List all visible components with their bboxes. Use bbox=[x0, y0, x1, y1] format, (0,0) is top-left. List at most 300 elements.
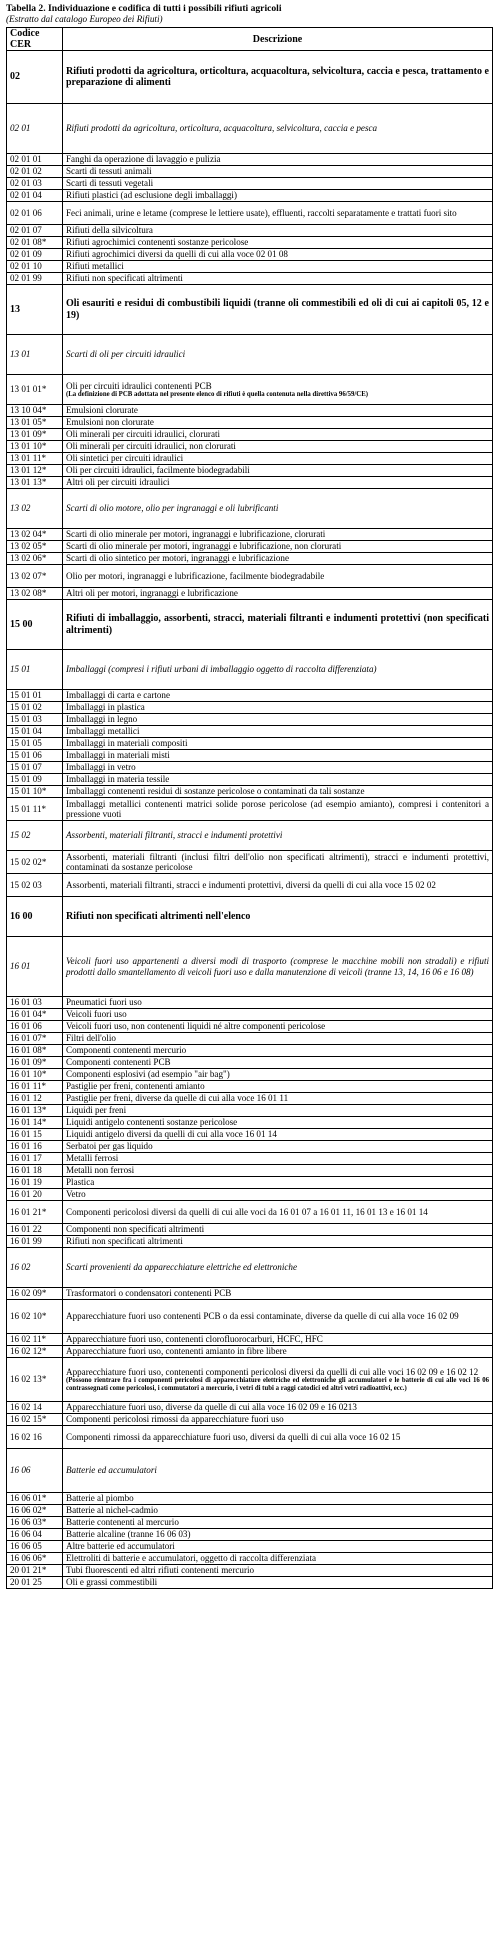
cer-code-cell: 02 01 02 bbox=[7, 166, 63, 178]
description-cell bbox=[63, 1414, 493, 1426]
cer-code-cell: 13 02 04* bbox=[7, 529, 63, 541]
cer-code-cell: 15 01 06 bbox=[7, 750, 63, 762]
description-text: Imballaggi in legno bbox=[66, 714, 138, 725]
description-text: Oli e grassi commestibili bbox=[66, 1577, 158, 1588]
cer-code-cell: 16 02 15* bbox=[7, 1414, 63, 1426]
table-row bbox=[7, 154, 493, 166]
description-text: Veicoli fuori uso bbox=[66, 1009, 127, 1020]
cer-code-cell: 13 02 08* bbox=[7, 588, 63, 600]
description-cell bbox=[63, 453, 493, 465]
cer-code-cell: 16 02 16 bbox=[7, 1426, 63, 1449]
table-row bbox=[7, 429, 493, 441]
waste-codes-table bbox=[6, 27, 493, 1589]
description-text: Oli minerali per circuiti idraulici, non clorurati bbox=[66, 441, 236, 452]
description-text: Feci animali, urine e letame (comprese le lettiere usate), effluenti, raccolti separatamente e trattati fuori sito bbox=[66, 207, 457, 218]
cer-code-cell: 15 02 bbox=[7, 821, 63, 851]
description-cell bbox=[63, 1224, 493, 1236]
cer-code-cell: 16 01 14* bbox=[7, 1117, 63, 1129]
description-text: Imballaggi (compresi i rifiuti urbani di imballaggio oggetto di raccolta differenziata) bbox=[66, 664, 377, 675]
description-text: Scarti provenienti da apparecchiature elettriche ed elettroniche bbox=[66, 1262, 297, 1273]
description-text: Metalli non ferrosi bbox=[66, 1165, 135, 1176]
section-row bbox=[7, 104, 493, 154]
cer-code-cell: 15 01 11* bbox=[7, 798, 63, 821]
cer-code-cell: 16 01 15 bbox=[7, 1129, 63, 1141]
description-text: Rifiuti agrochimici contenenti sostanze pericolose bbox=[66, 237, 249, 248]
description-cell bbox=[63, 104, 493, 154]
table-row bbox=[7, 1081, 493, 1093]
description-text: Rifiuti di imballaggio, assorbenti, stracci, materiali filtranti e indumenti protettivi (non specificati altrimenti) bbox=[66, 613, 489, 636]
description-text: Rifiuti non specificati altrimenti bbox=[66, 273, 183, 284]
description-text: Imballaggi in vetro bbox=[66, 762, 136, 773]
cer-code-cell: 16 02 bbox=[7, 1248, 63, 1288]
description-cell bbox=[63, 1177, 493, 1189]
description-cell bbox=[63, 489, 493, 529]
description-cell bbox=[63, 417, 493, 429]
column-header-code: Codice CER bbox=[7, 28, 63, 51]
table-row bbox=[7, 553, 493, 565]
table-row bbox=[7, 588, 493, 600]
description-text: Olio per motori, ingranaggi e lubrificazione, facilmente biodegradabile bbox=[66, 570, 325, 581]
description-cell bbox=[63, 1529, 493, 1541]
table-row bbox=[7, 1117, 493, 1129]
description-cell bbox=[63, 166, 493, 178]
description-text: Apparecchiature fuori uso, contenenti amianto in fibre libere bbox=[66, 1346, 287, 1357]
table-row bbox=[7, 1577, 493, 1589]
column-header-description: Descrizione bbox=[63, 28, 493, 51]
cer-code-cell: 16 02 12* bbox=[7, 1346, 63, 1358]
cer-code-cell: 13 01 12* bbox=[7, 465, 63, 477]
table-row bbox=[7, 1565, 493, 1577]
cer-code-cell: 15 01 10* bbox=[7, 786, 63, 798]
table-row bbox=[7, 1165, 493, 1177]
description-cell bbox=[63, 1334, 493, 1346]
description-cell bbox=[63, 249, 493, 261]
table-row bbox=[7, 774, 493, 786]
cer-code-cell: 13 01 11* bbox=[7, 453, 63, 465]
description-text: Imballaggi di carta e cartone bbox=[66, 690, 171, 701]
description-note: (La definizione di PCB adottata nel presente elenco di rifiuti è quella contenuta nella direttiva 96/59/CE) bbox=[66, 391, 369, 398]
description-cell bbox=[63, 1201, 493, 1224]
cer-code-cell: 13 02 05* bbox=[7, 541, 63, 553]
table-row bbox=[7, 1224, 493, 1236]
cer-code-cell: 13 01 13* bbox=[7, 477, 63, 489]
table-row bbox=[7, 1105, 493, 1117]
description-text: Assorbenti, materiali filtranti, stracci e indumenti protettivi bbox=[66, 830, 283, 841]
description-cell bbox=[63, 702, 493, 714]
description-text: Rifiuti della silvicoltura bbox=[66, 225, 153, 236]
description-cell bbox=[63, 1117, 493, 1129]
description-text: Imballaggi in materiali misti bbox=[66, 750, 170, 761]
section-row bbox=[7, 335, 493, 375]
description-note: (Possono rientrare fra i componenti pericolosi di apparecchiature elettriche ed elettroniche gli accumulatori e le batterie di cui alle voci 16 06 contrassegnati come pericolosi, i commutatori a mercurio, i vetri di tubi a raggi catodici ed altri vetri radioattivi, ecc.) bbox=[66, 1377, 489, 1392]
cer-code-cell: 16 06 04 bbox=[7, 1529, 63, 1541]
cer-code-cell: 16 01 99 bbox=[7, 1236, 63, 1248]
description-cell bbox=[63, 553, 493, 565]
table-row bbox=[7, 1189, 493, 1201]
cer-code-cell: 02 01 09 bbox=[7, 249, 63, 261]
cer-code-cell: 16 06 05 bbox=[7, 1541, 63, 1553]
table-row bbox=[7, 798, 493, 821]
description-text: Scarti di olio minerale per motori, ingranaggi e lubrificazione, non clorurati bbox=[66, 541, 342, 552]
description-cell bbox=[63, 738, 493, 750]
description-cell bbox=[63, 762, 493, 774]
description-cell bbox=[63, 1236, 493, 1248]
cer-code-cell: 16 00 bbox=[7, 897, 63, 937]
description-text: Altri oli per circuiti idraulici bbox=[66, 477, 170, 488]
description-cell bbox=[63, 1057, 493, 1069]
section-row bbox=[7, 489, 493, 529]
cer-code-cell: 02 01 07 bbox=[7, 225, 63, 237]
description-cell bbox=[63, 335, 493, 375]
description-text: Elettroliti di batterie e accumulatori, oggetto di raccolta differenziata bbox=[66, 1553, 317, 1564]
table-row bbox=[7, 1346, 493, 1358]
description-cell bbox=[63, 1129, 493, 1141]
header-row bbox=[7, 28, 493, 51]
table-row bbox=[7, 1529, 493, 1541]
description-text: Emulsioni clorurate bbox=[66, 405, 138, 416]
description-text: Apparecchiature fuori uso, contenenti componenti pericolosi diversi da quelli di cui alle voci 16 02 09 e 16 02 12 bbox=[66, 1366, 479, 1377]
cer-code-cell: 16 01 20 bbox=[7, 1189, 63, 1201]
cer-code-cell: 13 01 bbox=[7, 335, 63, 375]
description-text: Pneumatici fuori uso bbox=[66, 997, 142, 1008]
table-row bbox=[7, 750, 493, 762]
description-text: Batterie al nichel-cadmio bbox=[66, 1505, 158, 1516]
table-row bbox=[7, 273, 493, 285]
description-text: Imballaggi in materia tessile bbox=[66, 774, 170, 785]
table-row bbox=[7, 851, 493, 874]
cer-code-cell: 20 01 25 bbox=[7, 1577, 63, 1589]
description-cell bbox=[63, 1248, 493, 1288]
table-row bbox=[7, 1141, 493, 1153]
description-text: Liquidi antigelo contenenti sostanze pericolose bbox=[66, 1117, 238, 1128]
description-cell bbox=[63, 1093, 493, 1105]
table-row bbox=[7, 762, 493, 774]
description-cell bbox=[63, 1021, 493, 1033]
table-row bbox=[7, 1033, 493, 1045]
description-cell bbox=[63, 874, 493, 897]
table-row bbox=[7, 1553, 493, 1565]
cer-code-cell: 16 02 10* bbox=[7, 1300, 63, 1334]
description-text: Componenti rimossi da apparecchiature fuori uso, diversi da quelli di cui alla voce 16 02 15 bbox=[66, 1431, 401, 1442]
cer-code-cell: 15 02 03 bbox=[7, 874, 63, 897]
cer-code-cell: 20 01 21* bbox=[7, 1565, 63, 1577]
description-cell bbox=[63, 786, 493, 798]
description-text: Componenti pericolosi diversi da quelli di cui alle voci da 16 01 07 a 16 01 11, 16 01 13 e 16 01 14 bbox=[66, 1206, 428, 1217]
description-cell bbox=[63, 1105, 493, 1117]
description-text: Scarti di olio sintetico per motori, ingranaggi e lubrificazione bbox=[66, 553, 289, 564]
cer-code-cell: 16 01 18 bbox=[7, 1165, 63, 1177]
table-row bbox=[7, 690, 493, 702]
description-text: Scarti di olio motore, olio per ingranaggi e oli lubrificanti bbox=[66, 503, 279, 514]
description-cell bbox=[63, 541, 493, 553]
description-cell bbox=[63, 1577, 493, 1589]
cer-code-cell: 13 02 06* bbox=[7, 553, 63, 565]
description-text: Rifiuti non specificati altrimenti bbox=[66, 1236, 183, 1247]
cer-code-cell: 16 01 19 bbox=[7, 1177, 63, 1189]
description-cell bbox=[63, 1402, 493, 1414]
description-text: Rifiuti prodotti da agricoltura, orticoltura, acquacoltura, selvicoltura, caccia e pesca bbox=[66, 123, 378, 134]
cer-code-cell: 16 01 09* bbox=[7, 1057, 63, 1069]
description-text: Imballaggi metallici contenenti matrici solide porose pericolose (ad esempio amianto), compresi i contenitori a pressione vuoti bbox=[66, 798, 489, 819]
cer-code-cell: 13 bbox=[7, 285, 63, 335]
cer-code-cell: 02 bbox=[7, 51, 63, 104]
description-cell bbox=[63, 1189, 493, 1201]
cer-code-cell: 02 01 99 bbox=[7, 273, 63, 285]
description-cell bbox=[63, 1553, 493, 1565]
cer-code-cell: 16 02 14 bbox=[7, 1402, 63, 1414]
cer-code-cell: 13 01 09* bbox=[7, 429, 63, 441]
table-row bbox=[7, 202, 493, 225]
description-text: Assorbenti, materiali filtranti (inclusi filtri dell'olio non specificati altrimenti), stracci e indumenti protettivi, contaminati da sostanze pericolose bbox=[66, 851, 489, 872]
description-text: Componenti esplosivi (ad esempio "air bag") bbox=[66, 1069, 230, 1080]
description-cell bbox=[63, 1493, 493, 1505]
description-cell bbox=[63, 1449, 493, 1493]
description-cell bbox=[63, 997, 493, 1009]
chapter-row bbox=[7, 600, 493, 650]
cer-code-cell: 16 01 bbox=[7, 937, 63, 997]
description-text: Apparecchiature fuori uso, contenenti clorofluorocarburi, HCFC, HFC bbox=[66, 1334, 323, 1345]
description-cell bbox=[63, 821, 493, 851]
description-text: Scarti di oli per circuiti idraulici bbox=[66, 349, 186, 360]
description-cell bbox=[63, 441, 493, 453]
description-text: Rifiuti agrochimici diversi da quelli di cui alla voce 02 01 08 bbox=[66, 249, 288, 260]
cer-code-cell: 15 00 bbox=[7, 600, 63, 650]
section-row bbox=[7, 1248, 493, 1288]
description-cell bbox=[63, 375, 493, 405]
description-cell bbox=[63, 798, 493, 821]
description-text: Imballaggi in plastica bbox=[66, 702, 145, 713]
table-row bbox=[7, 1069, 493, 1081]
description-text: Componenti contenenti PCB bbox=[66, 1057, 171, 1068]
cer-code-cell: 02 01 03 bbox=[7, 178, 63, 190]
section-row bbox=[7, 937, 493, 997]
description-text: Apparecchiature fuori uso, diverse da quelle di cui alla voce 16 02 09 e 16 0213 bbox=[66, 1402, 357, 1413]
description-cell bbox=[63, 1033, 493, 1045]
table-row bbox=[7, 441, 493, 453]
table-row bbox=[7, 1009, 493, 1021]
description-cell bbox=[63, 465, 493, 477]
description-cell bbox=[63, 1045, 493, 1057]
cer-code-cell: 15 01 04 bbox=[7, 726, 63, 738]
cer-code-cell: 13 01 10* bbox=[7, 441, 63, 453]
section-row bbox=[7, 650, 493, 690]
description-text: Fanghi da operazione di lavaggio e pulizia bbox=[66, 154, 221, 165]
description-text: Rifiuti prodotti da agricoltura, orticoltura, acquacoltura, selvicoltura, caccia e pesca, trattamento e preparazione di alimenti bbox=[66, 65, 489, 88]
cer-code-cell: 16 01 12 bbox=[7, 1093, 63, 1105]
description-cell bbox=[63, 237, 493, 249]
table-row bbox=[7, 1129, 493, 1141]
description-text: Pastiglie per freni, contenenti amianto bbox=[66, 1081, 205, 1092]
description-text: Batterie al piombo bbox=[66, 1493, 134, 1504]
cer-code-cell: 16 01 17 bbox=[7, 1153, 63, 1165]
table-row bbox=[7, 1057, 493, 1069]
description-text: Oli minerali per circuiti idraulici, clorurati bbox=[66, 429, 221, 440]
table-row bbox=[7, 1505, 493, 1517]
table-row bbox=[7, 786, 493, 798]
table-row bbox=[7, 1045, 493, 1057]
table-row bbox=[7, 541, 493, 553]
description-cell bbox=[63, 429, 493, 441]
cer-code-cell: 15 01 03 bbox=[7, 714, 63, 726]
description-cell bbox=[63, 154, 493, 166]
table-row bbox=[7, 1402, 493, 1414]
table-row bbox=[7, 1021, 493, 1033]
table-row bbox=[7, 1334, 493, 1346]
table-row bbox=[7, 178, 493, 190]
description-cell bbox=[63, 1153, 493, 1165]
cer-code-cell: 16 01 21* bbox=[7, 1201, 63, 1224]
cer-code-cell: 15 01 02 bbox=[7, 702, 63, 714]
table-row bbox=[7, 1300, 493, 1334]
table-row bbox=[7, 465, 493, 477]
description-text: Scarti di olio minerale per motori, ingranaggi e lubrificazione, clorurati bbox=[66, 529, 326, 540]
cer-code-cell: 16 01 06 bbox=[7, 1021, 63, 1033]
description-text: Assorbenti, materiali filtranti, stracci e indumenti protettivi, diversi da quelli di cui alla voce 15 02 02 bbox=[66, 879, 436, 890]
description-text: Scarti di tessuti animali bbox=[66, 166, 152, 177]
description-cell bbox=[63, 897, 493, 937]
cer-code-cell: 16 01 22 bbox=[7, 1224, 63, 1236]
cer-code-cell: 13 02 bbox=[7, 489, 63, 529]
table-row bbox=[7, 225, 493, 237]
chapter-row bbox=[7, 897, 493, 937]
table-row bbox=[7, 1358, 493, 1402]
cer-code-cell: 13 01 05* bbox=[7, 417, 63, 429]
description-cell bbox=[63, 1300, 493, 1334]
description-cell bbox=[63, 937, 493, 997]
description-text: Batterie ed accumulatori bbox=[66, 1465, 157, 1476]
cer-code-cell: 16 06 06* bbox=[7, 1553, 63, 1565]
description-text: Rifiuti non specificati altrimenti nell'elenco bbox=[66, 910, 251, 922]
table-row bbox=[7, 702, 493, 714]
table-row bbox=[7, 261, 493, 273]
chapter-row bbox=[7, 51, 493, 104]
description-cell bbox=[63, 202, 493, 225]
cer-code-cell: 15 01 07 bbox=[7, 762, 63, 774]
table-row bbox=[7, 417, 493, 429]
description-text: Imballaggi metallici bbox=[66, 726, 140, 737]
table-row bbox=[7, 565, 493, 588]
table-row bbox=[7, 714, 493, 726]
description-text: Serbatoi per gas liquido bbox=[66, 1141, 153, 1152]
section-row bbox=[7, 1449, 493, 1493]
description-text: Filtri dell'olio bbox=[66, 1033, 116, 1044]
description-cell bbox=[63, 1141, 493, 1153]
table-row bbox=[7, 997, 493, 1009]
table-row bbox=[7, 1426, 493, 1449]
cer-code-cell: 16 06 01* bbox=[7, 1493, 63, 1505]
description-text: Liquidi antigelo diversi da quelli di cui alla voce 16 01 14 bbox=[66, 1129, 277, 1140]
cer-code-cell: 02 01 08* bbox=[7, 237, 63, 249]
description-cell bbox=[63, 1358, 493, 1402]
description-text: Pastiglie per freni, diverse da quelle di cui alla voce 16 01 11 bbox=[66, 1093, 289, 1104]
description-cell bbox=[63, 190, 493, 202]
description-text: Trasformatori o condensatori contenenti PCB bbox=[66, 1288, 232, 1299]
table-row bbox=[7, 1414, 493, 1426]
table-subtitle: (Estratto dal catalogo Europeo dei Rifiuti) bbox=[6, 14, 163, 24]
description-cell bbox=[63, 1426, 493, 1449]
cer-code-cell: 15 02 02* bbox=[7, 851, 63, 874]
description-cell bbox=[63, 650, 493, 690]
table-row bbox=[7, 375, 493, 405]
cer-code-cell: 02 01 04 bbox=[7, 190, 63, 202]
description-text: Metalli ferrosi bbox=[66, 1153, 119, 1164]
cer-code-cell: 16 01 10* bbox=[7, 1069, 63, 1081]
description-cell bbox=[63, 529, 493, 541]
description-cell bbox=[63, 261, 493, 273]
description-text: Plastica bbox=[66, 1177, 95, 1188]
description-cell bbox=[63, 477, 493, 489]
table-row bbox=[7, 477, 493, 489]
description-cell bbox=[63, 600, 493, 650]
cer-code-cell: 13 10 04* bbox=[7, 405, 63, 417]
cer-code-cell: 16 01 16 bbox=[7, 1141, 63, 1153]
table-row bbox=[7, 405, 493, 417]
description-text: Oli esauriti e residui di combustibili liquidi (tranne oli commestibili ed oli di cui ai capitoli 05, 12 e 19) bbox=[66, 298, 489, 321]
description-cell bbox=[63, 178, 493, 190]
description-text: Scarti di tessuti vegetali bbox=[66, 178, 154, 189]
table-row bbox=[7, 1177, 493, 1189]
cer-code-cell: 15 01 01 bbox=[7, 690, 63, 702]
cer-code-cell: 02 01 10 bbox=[7, 261, 63, 273]
cer-code-cell: 13 01 01* bbox=[7, 375, 63, 405]
cer-code-cell: 16 01 13* bbox=[7, 1105, 63, 1117]
description-text: Batterie alcaline (tranne 16 06 03) bbox=[66, 1529, 191, 1540]
description-text: Emulsioni non clorurate bbox=[66, 417, 154, 428]
description-cell bbox=[63, 714, 493, 726]
table-row bbox=[7, 166, 493, 178]
description-cell bbox=[63, 690, 493, 702]
description-cell bbox=[63, 1346, 493, 1358]
cer-code-cell: 02 01 bbox=[7, 104, 63, 154]
cer-code-cell: 13 02 07* bbox=[7, 565, 63, 588]
description-cell bbox=[63, 851, 493, 874]
chapter-row bbox=[7, 285, 493, 335]
description-text: Oli per circuiti idraulici, facilmente biodegradabili bbox=[66, 465, 250, 476]
cer-code-cell: 16 02 09* bbox=[7, 1288, 63, 1300]
table-row bbox=[7, 190, 493, 202]
description-cell bbox=[63, 726, 493, 738]
cer-code-cell: 16 06 bbox=[7, 1449, 63, 1493]
section-row bbox=[7, 821, 493, 851]
description-cell bbox=[63, 51, 493, 104]
table-row bbox=[7, 1201, 493, 1224]
description-cell bbox=[63, 774, 493, 786]
description-cell bbox=[63, 565, 493, 588]
description-cell bbox=[63, 1165, 493, 1177]
cer-code-cell: 16 02 11* bbox=[7, 1334, 63, 1346]
description-text: Altre batterie ed accumulatori bbox=[66, 1541, 175, 1552]
description-text: Componenti non specificati altrimenti bbox=[66, 1224, 205, 1235]
description-text: Componenti contenenti mercurio bbox=[66, 1045, 187, 1056]
table-row bbox=[7, 726, 493, 738]
description-cell bbox=[63, 405, 493, 417]
table-row bbox=[7, 1517, 493, 1529]
table-row bbox=[7, 874, 493, 897]
cer-code-cell: 16 02 13* bbox=[7, 1358, 63, 1402]
description-cell bbox=[63, 588, 493, 600]
description-text: Vetro bbox=[66, 1189, 86, 1200]
cer-code-cell: 16 01 07* bbox=[7, 1033, 63, 1045]
table-title: Tabella 2. Individuazione e codifica di tutti i possibili rifiuti agricoli bbox=[6, 3, 282, 14]
table-body bbox=[7, 51, 493, 1589]
description-text: Veicoli fuori uso, non contenenti liquidi né altre componenti pericolose bbox=[66, 1021, 326, 1032]
description-text: Imballaggi in materiali compositi bbox=[66, 738, 188, 749]
cer-code-cell: 02 01 06 bbox=[7, 202, 63, 225]
description-cell bbox=[63, 1565, 493, 1577]
table-row bbox=[7, 249, 493, 261]
cer-code-cell: 15 01 bbox=[7, 650, 63, 690]
table-row bbox=[7, 1493, 493, 1505]
